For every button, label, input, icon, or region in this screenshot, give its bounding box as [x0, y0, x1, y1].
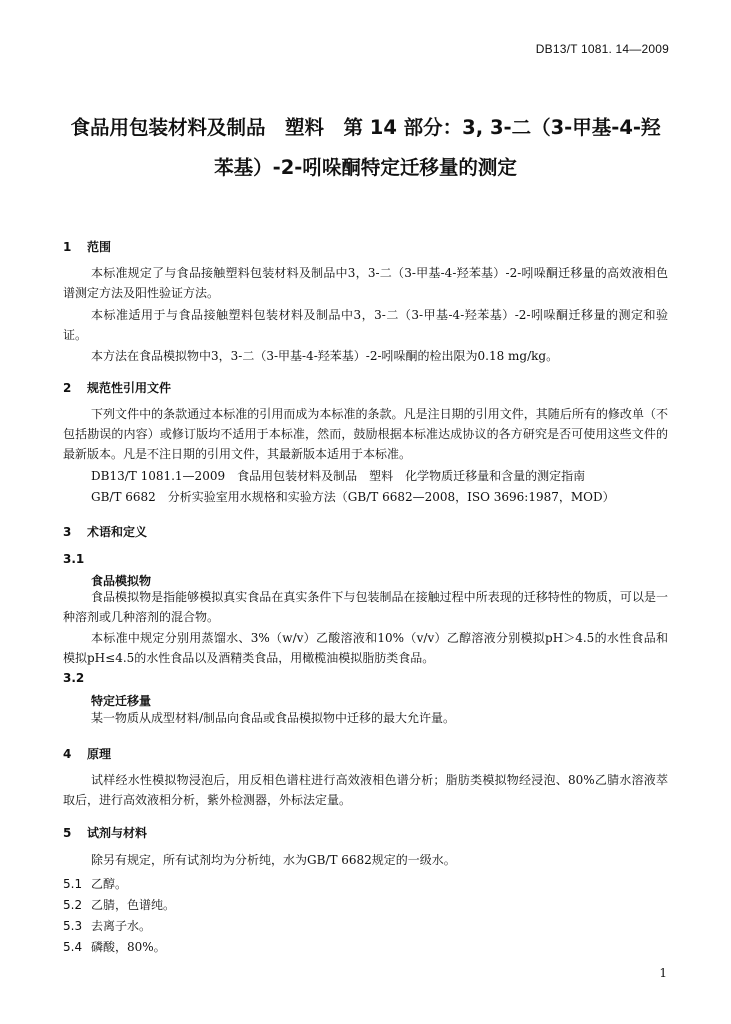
section-2-heading: [63, 379, 171, 396]
document-title-line-2: 苯基）-2-吲哚酮特定迁移量的测定: [214, 156, 517, 179]
term: 特定迁移量: [91, 694, 152, 708]
term: 食品模拟物: [91, 574, 152, 588]
section-title: 术语和定义: [87, 525, 148, 539]
paragraph: 本标准中规定分别用蒸馏水、3%（w/v）乙酸溶液和10%（v/v）乙醇溶液分别模拟pH＞4.5的水性食品和模拟pH≤4.5的水性食品以及酒精类食品，用橄榄油模拟脂肪类食品。: [63, 631, 668, 665]
section-title: 范围: [87, 240, 112, 254]
section-3-heading: [63, 523, 147, 540]
section-title: 规范性引用文件: [87, 381, 172, 395]
paragraph: 某一物质从成型材料/制品向食品或食品模拟物中迁移的最大允许量。: [91, 711, 456, 725]
normative-reference: GB/T 6682 分析实验室用水规格和实验方法（GB/T 6682—2008，ISO 3696:1987，MOD）: [91, 490, 615, 504]
section-number: 3: [63, 525, 72, 539]
normative-reference: DB13/T 1081.1—2009 食品用包装材料及制品 塑料 化学物质迁移量和含量的测定指南: [91, 469, 586, 483]
section-number: 1: [63, 240, 72, 254]
section-title: 试剂与材料: [87, 826, 148, 840]
document-title-line-1: 食品用包装材料及制品 塑料 第 14 部分：3, 3-二（3-甲基-4-羟: [70, 116, 661, 139]
paragraph: 试样经水性模拟物浸泡后，用反相色谱柱进行高效液相色谱分析；脂肪类模拟物经浸泡、80%乙腈水溶液萃取后，进行高效液相分析，紫外检测器，外标法定量。: [63, 773, 668, 807]
paragraph: 食品模拟物是指能够模拟真实食品在真实条件下与包装制品在接触过程中所表现的迁移特性的物质，可以是一种溶剂或几种溶剂的混合物。: [63, 590, 668, 624]
section-number: 4: [63, 747, 72, 761]
standard-code: DB13/T 1081. 14—2009: [535, 42, 669, 56]
list-item: 5.2 乙腈，色谱纯。: [63, 898, 176, 912]
subsection-number: 3.2: [63, 671, 85, 685]
page-number: 1: [659, 966, 667, 980]
section-number: 2: [63, 381, 72, 395]
section-4-heading: [63, 745, 111, 762]
paragraph: 下列文件中的条款通过本标准的引用而成为本标准的条款。凡是注日期的引用文件，其随后所有的修改单（不包括勘误的内容）或修订版均不适用于本标准，然而，鼓励根据本标准达成协议的各方研究是否可使用这些文件的最新版本。凡是不注日期的引用文件，其最新版本适用于本标准。: [63, 407, 668, 461]
paragraph: 本标准适用于与食品接触塑料包装材料及制品中3，3-二（3-甲基-4-羟苯基）-2-吲哚酮迁移量的测定和验证。: [63, 308, 668, 342]
list-item: 5.4 磷酸，80%。: [63, 940, 166, 954]
paragraph: 本方法在食品模拟物中3，3-二（3-甲基-4-羟苯基）-2-吲哚酮的检出限为0.18 mg/kg。: [91, 349, 559, 363]
section-1-heading: [63, 238, 111, 255]
section-5-heading: [63, 824, 147, 841]
list-item: 5.1 乙醇。: [63, 877, 128, 891]
section-number: 5: [63, 826, 72, 840]
list-item: 5.3 去离子水。: [63, 919, 152, 933]
paragraph: 除另有规定，所有试剂均为分析纯，水为GB/T 6682规定的一级水。: [91, 853, 456, 867]
paragraph: 本标准规定了与食品接触塑料包装材料及制品中3，3-二（3-甲基-4-羟苯基）-2-吲哚酮迁移量的高效液相色谱测定方法及阳性验证方法。: [63, 266, 668, 300]
section-title: 原理: [87, 747, 112, 761]
subsection-number: 3.1: [63, 552, 85, 566]
